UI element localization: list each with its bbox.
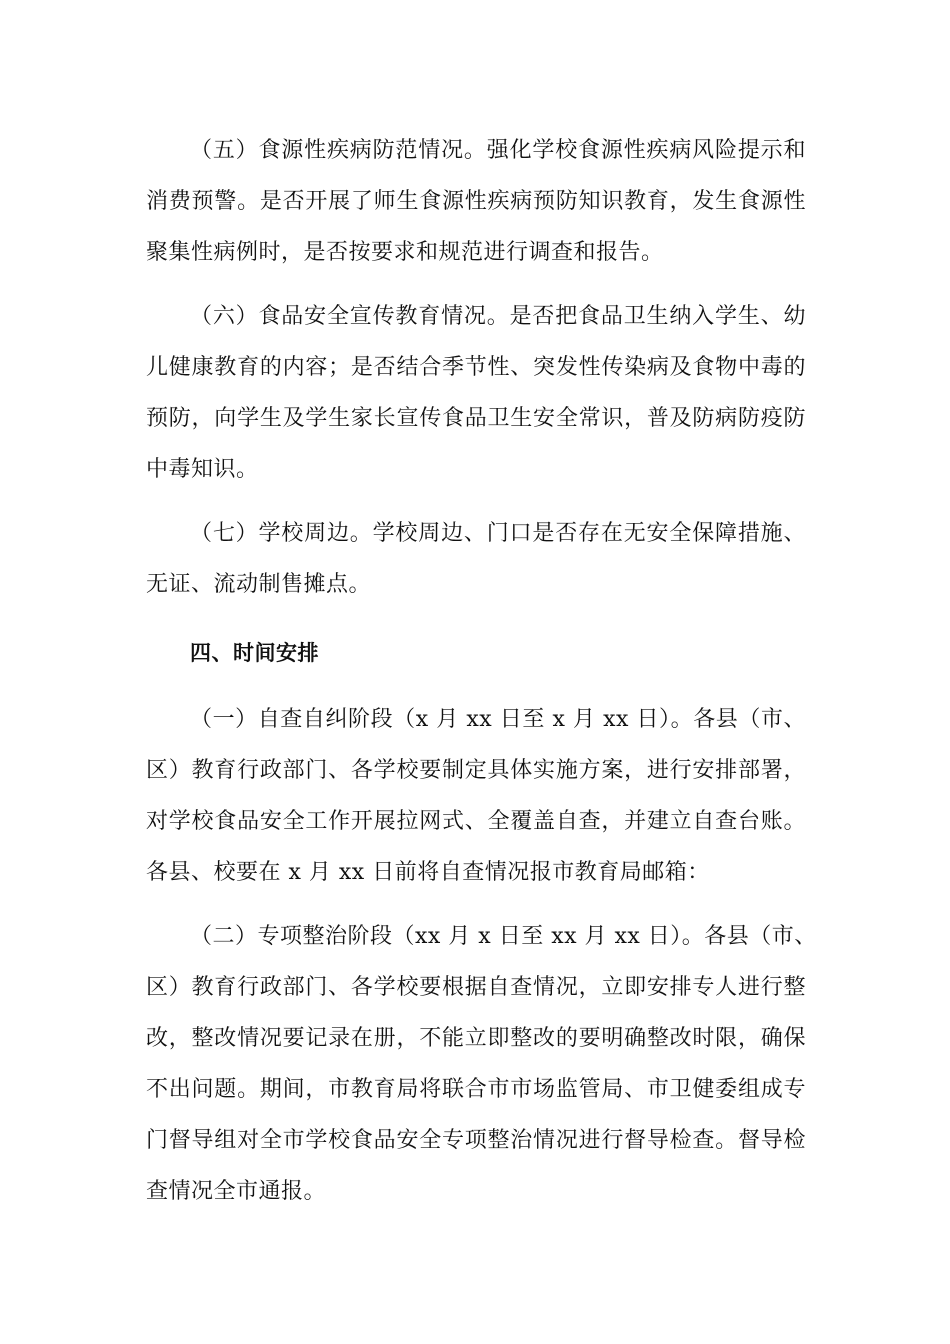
paragraph-food-borne-line-2: 消费预警。是否开展了师生食源性疾病预防知识教育，发生食源性 (146, 189, 806, 214)
section-heading-schedule: 四、时间安排 (190, 641, 319, 665)
paragraph-surroundings-line-1: （七）学校周边。学校周边、门口是否存在无安全保障措施、 (190, 521, 806, 546)
paragraph-food-borne-line-3: 聚集性病例时，是否按要求和规范进行调查和报告。 (146, 240, 664, 265)
paragraph-rectification-line-4: 不出问题。期间，市教育局将联合市市场监管局、市卫健委组成专 (146, 1077, 806, 1102)
paragraph-surroundings-line-2: 无证、流动制售摊点。 (146, 572, 372, 597)
paragraph-publicity-line-2: 儿健康教育的内容；是否结合季节性、突发性传染病及食物中毒的 (146, 355, 806, 380)
paragraph-self-check-line-4: 各县、校要在 x 月 xx 日前将自查情况报市教育局邮箱： (146, 860, 710, 885)
paragraph-rectification-line-2: 区）教育行政部门、各学校要根据自查情况，立即安排专人进行整 (146, 975, 806, 1000)
paragraph-publicity-line-4: 中毒知识。 (146, 457, 259, 482)
paragraph-food-borne-line-1: （五）食源性疾病防范情况。强化学校食源性疾病风险提示和 (190, 138, 806, 163)
paragraph-self-check-line-3: 对学校食品安全工作开展拉网式、全覆盖自查，并建立自查台账。 (146, 809, 806, 834)
paragraph-rectification-line-1: （二）专项整治阶段（xx 月 x 日至 xx 月 xx 日）。各县（市、 (190, 924, 817, 949)
paragraph-rectification-line-5: 门督导组对全市学校食品安全专项整治情况进行督导检查。督导检 (146, 1128, 806, 1153)
paragraph-rectification-line-3: 改，整改情况要记录在册，不能立即整改的要明确整改时限，确保 (146, 1026, 806, 1051)
paragraph-rectification-line-6: 查情况全市通报。 (146, 1179, 327, 1204)
paragraph-publicity-line-1: （六）食品安全宣传教育情况。是否把食品卫生纳入学生、幼 (190, 304, 806, 329)
paragraph-publicity-line-3: 预防，向学生及学生家长宣传食品卫生安全常识，普及防病防疫防 (146, 406, 806, 431)
paragraph-self-check-line-2: 区）教育行政部门、各学校要制定具体实施方案，进行安排部署， (146, 758, 806, 783)
paragraph-self-check-line-1: （一）自查自纠阶段（x 月 xx 日至 x 月 xx 日）。各县（市、 (190, 707, 806, 732)
